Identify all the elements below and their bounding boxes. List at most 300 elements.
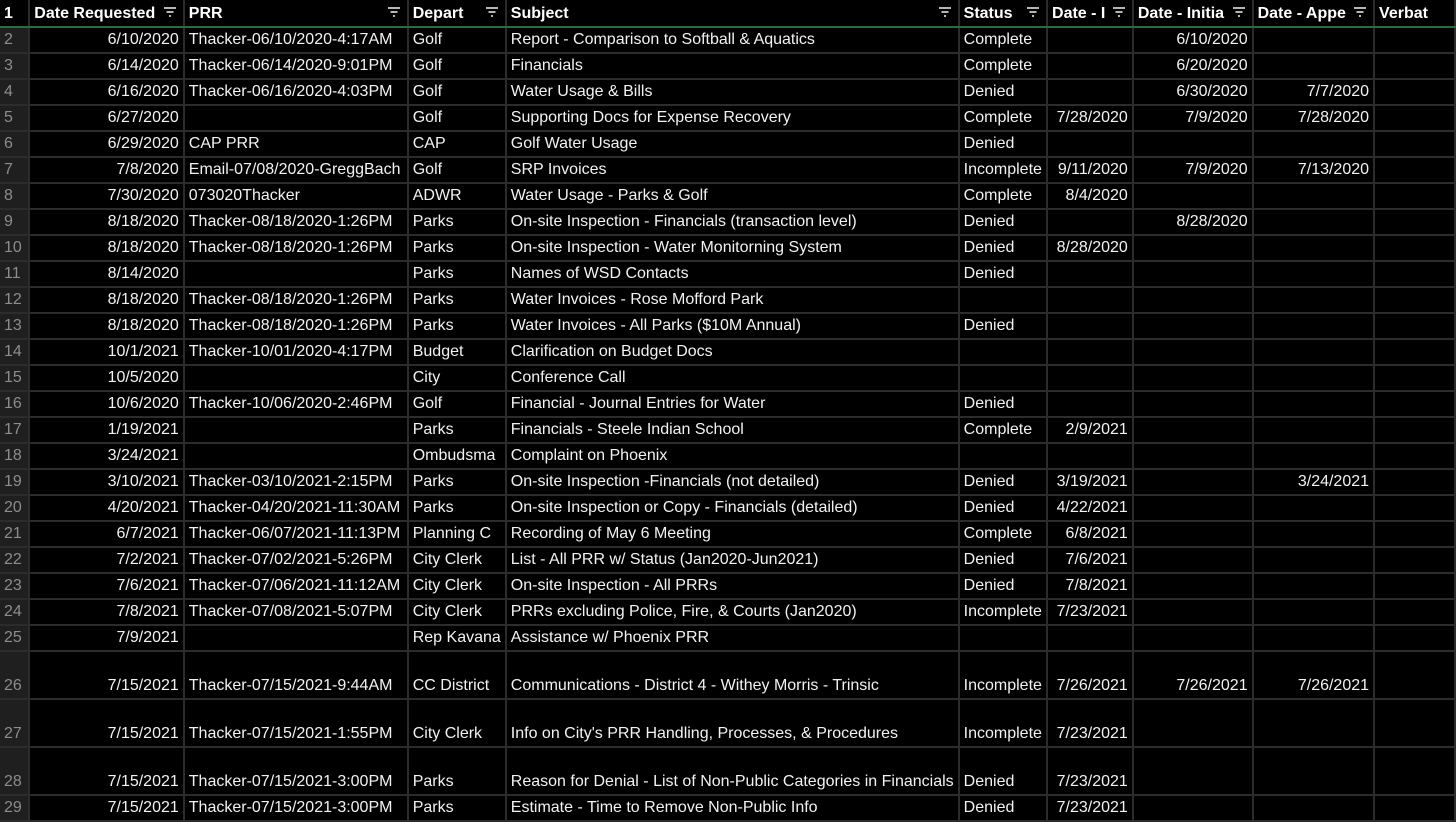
row-number[interactable]: 29 [0,795,29,821]
date-requested-cell[interactable]: 7/15/2021 [29,651,183,699]
department-cell[interactable]: Parks [408,495,506,521]
department-cell[interactable]: City Clerk [408,699,506,747]
status-cell[interactable]: Denied [959,795,1047,821]
verbatim-cell[interactable] [1374,443,1455,469]
date-i-cell[interactable]: 4/22/2021 [1047,495,1133,521]
filter-icon[interactable] [1232,5,1246,19]
subject-cell[interactable]: Golf Water Usage [506,131,959,157]
date-i-cell[interactable]: 2/9/2021 [1047,417,1133,443]
date-appeal-cell[interactable]: 7/28/2020 [1253,105,1374,131]
date-i-cell[interactable] [1047,443,1133,469]
date-initial-cell[interactable] [1133,183,1253,209]
row-number[interactable]: 26 [0,651,29,699]
prr-cell[interactable]: Thacker-07/15/2021-3:00PM [184,795,408,821]
verbatim-cell[interactable] [1374,313,1455,339]
date-initial-cell[interactable]: 8/28/2020 [1133,209,1253,235]
subject-cell[interactable]: On-site Inspection - All PRRs [506,573,959,599]
row-number[interactable]: 19 [0,469,29,495]
filter-icon[interactable] [1112,5,1126,19]
date-appeal-cell[interactable] [1253,547,1374,573]
date-i-cell[interactable] [1047,625,1133,651]
filter-icon[interactable] [163,5,177,19]
department-cell[interactable]: Golf [408,105,506,131]
filter-icon[interactable] [485,5,499,19]
date-appeal-cell[interactable]: 7/13/2020 [1253,157,1374,183]
department-cell[interactable]: ADWR [408,183,506,209]
date-appeal-cell[interactable] [1253,27,1374,53]
verbatim-cell[interactable] [1374,131,1455,157]
date-appeal-cell[interactable] [1253,365,1374,391]
column-header[interactable] [29,0,183,27]
prr-cell[interactable] [184,105,408,131]
date-appeal-cell[interactable] [1253,599,1374,625]
date-appeal-cell[interactable] [1253,625,1374,651]
date-initial-cell[interactable]: 7/26/2021 [1133,651,1253,699]
subject-cell[interactable]: Supporting Docs for Expense Recovery [506,105,959,131]
subject-cell[interactable]: Estimate - Time to Remove Non-Public Info [506,795,959,821]
row-number[interactable]: 2 [0,27,29,53]
date-i-cell[interactable]: 8/4/2020 [1047,183,1133,209]
column-header[interactable] [1047,0,1133,27]
prr-cell[interactable]: Thacker-07/15/2021-9:44AM [184,651,408,699]
verbatim-cell[interactable] [1374,105,1455,131]
subject-cell[interactable]: Water Invoices - Rose Mofford Park [506,287,959,313]
date-initial-cell[interactable] [1133,469,1253,495]
date-appeal-cell[interactable] [1253,53,1374,79]
date-appeal-cell[interactable] [1253,443,1374,469]
verbatim-cell[interactable] [1374,261,1455,287]
department-cell[interactable]: Parks [408,235,506,261]
date-requested-cell[interactable]: 6/14/2020 [29,53,183,79]
date-initial-cell[interactable] [1133,521,1253,547]
date-requested-cell[interactable]: 7/6/2021 [29,573,183,599]
date-i-cell[interactable] [1047,261,1133,287]
subject-cell[interactable]: Recording of May 6 Meeting [506,521,959,547]
department-cell[interactable]: Rep Kavana [408,625,506,651]
date-appeal-cell[interactable] [1253,495,1374,521]
verbatim-cell[interactable] [1374,27,1455,53]
department-cell[interactable]: Parks [408,313,506,339]
date-initial-cell[interactable] [1133,573,1253,599]
date-appeal-cell[interactable] [1253,573,1374,599]
row-number[interactable]: 18 [0,443,29,469]
verbatim-cell[interactable] [1374,795,1455,821]
date-requested-cell[interactable]: 10/6/2020 [29,391,183,417]
column-header[interactable] [408,0,506,27]
prr-cell[interactable]: Thacker-04/20/2021-11:30AM [184,495,408,521]
verbatim-cell[interactable] [1374,287,1455,313]
date-i-cell[interactable]: 3/19/2021 [1047,469,1133,495]
date-initial-cell[interactable] [1133,599,1253,625]
status-cell[interactable]: Denied [959,261,1047,287]
date-i-cell[interactable]: 7/23/2021 [1047,795,1133,821]
department-cell[interactable]: City Clerk [408,599,506,625]
date-requested-cell[interactable]: 6/16/2020 [29,79,183,105]
department-cell[interactable]: Golf [408,79,506,105]
date-requested-cell[interactable]: 7/8/2020 [29,157,183,183]
date-requested-cell[interactable]: 8/14/2020 [29,261,183,287]
status-cell[interactable]: Denied [959,391,1047,417]
row-number[interactable]: 17 [0,417,29,443]
column-header[interactable] [506,0,959,27]
verbatim-cell[interactable] [1374,699,1455,747]
table-row [0,495,1455,521]
prr-cell[interactable]: Thacker-10/01/2020-4:17PM [184,339,408,365]
date-requested-cell[interactable]: 4/20/2021 [29,495,183,521]
row-number[interactable]: 23 [0,573,29,599]
prr-cell[interactable]: Thacker-06/07/2021-11:13PM [184,521,408,547]
prr-cell[interactable]: Thacker-03/10/2021-2:15PM [184,469,408,495]
subject-cell[interactable]: Financials - Steele Indian School [506,417,959,443]
subject-cell[interactable]: PRRs excluding Police, Fire, & Courts (Jan2020) [506,599,959,625]
date-requested-cell[interactable]: 3/10/2021 [29,469,183,495]
date-initial-cell[interactable] [1133,131,1253,157]
row-number[interactable]: 9 [0,209,29,235]
status-cell[interactable] [959,443,1047,469]
status-cell[interactable]: Denied [959,547,1047,573]
verbatim-cell[interactable] [1374,417,1455,443]
table-row [0,79,1455,105]
status-cell[interactable] [959,287,1047,313]
verbatim-cell[interactable] [1374,521,1455,547]
date-requested-cell[interactable]: 7/15/2021 [29,747,183,795]
department-cell[interactable]: Parks [408,469,506,495]
row-number[interactable]: 3 [0,53,29,79]
row-number[interactable]: 22 [0,547,29,573]
subject-cell[interactable]: Water Invoices - All Parks ($10M Annual) [506,313,959,339]
date-requested-cell[interactable]: 10/1/2021 [29,339,183,365]
row-number[interactable]: 15 [0,365,29,391]
prr-cell[interactable]: Thacker-08/18/2020-1:26PM [184,287,408,313]
subject-cell[interactable]: On-site Inspection or Copy - Financials (detailed) [506,495,959,521]
date-initial-cell[interactable] [1133,443,1253,469]
verbatim-cell[interactable] [1374,391,1455,417]
status-cell[interactable]: Denied [959,313,1047,339]
column-header[interactable] [959,0,1047,27]
date-i-cell[interactable]: 7/6/2021 [1047,547,1133,573]
status-cell[interactable]: Denied [959,469,1047,495]
date-requested-cell[interactable]: 6/27/2020 [29,105,183,131]
date-appeal-cell[interactable] [1253,699,1374,747]
status-cell[interactable] [959,365,1047,391]
subject-cell[interactable]: Reason for Denial - List of Non-Public Categories in Financials [506,747,959,795]
prr-cell[interactable]: Thacker-07/06/2021-11:12AM [184,573,408,599]
date-i-cell[interactable] [1047,53,1133,79]
status-cell[interactable]: Denied [959,79,1047,105]
date-initial-cell[interactable]: 7/9/2020 [1133,105,1253,131]
subject-cell[interactable]: Info on City's PRR Handling, Processes, & Procedures [506,699,959,747]
prr-cell[interactable]: Thacker-07/08/2021-5:07PM [184,599,408,625]
date-appeal-cell[interactable]: 3/24/2021 [1253,469,1374,495]
prr-cell[interactable]: Thacker-07/15/2021-1:55PM [184,699,408,747]
department-cell[interactable]: CAP [408,131,506,157]
prr-cell[interactable] [184,417,408,443]
prr-cell[interactable]: Thacker-08/18/2020-1:26PM [184,235,408,261]
date-initial-cell[interactable]: 7/9/2020 [1133,157,1253,183]
date-requested-cell[interactable]: 7/2/2021 [29,547,183,573]
filter-icon[interactable] [1353,5,1367,19]
department-cell[interactable]: Parks [408,417,506,443]
prr-cell[interactable]: 073020Thacker [184,183,408,209]
date-requested-cell[interactable]: 7/8/2021 [29,599,183,625]
status-cell[interactable] [959,625,1047,651]
status-cell[interactable]: Complete [959,53,1047,79]
date-i-cell[interactable]: 7/8/2021 [1047,573,1133,599]
row-number[interactable]: 16 [0,391,29,417]
verbatim-cell[interactable] [1374,599,1455,625]
verbatim-cell[interactable] [1374,651,1455,699]
status-cell[interactable]: Complete [959,105,1047,131]
prr-cell[interactable] [184,365,408,391]
verbatim-cell[interactable] [1374,53,1455,79]
row-number[interactable]: 20 [0,495,29,521]
date-i-cell[interactable]: 7/23/2021 [1047,699,1133,747]
verbatim-cell[interactable] [1374,573,1455,599]
row-number[interactable]: 24 [0,599,29,625]
date-initial-cell[interactable] [1133,417,1253,443]
date-requested-cell[interactable]: 7/30/2020 [29,183,183,209]
date-i-cell[interactable]: 7/28/2020 [1047,105,1133,131]
date-initial-cell[interactable] [1133,699,1253,747]
date-requested-cell[interactable]: 7/15/2021 [29,699,183,747]
date-appeal-cell[interactable] [1253,313,1374,339]
date-appeal-cell[interactable]: 7/7/2020 [1253,79,1374,105]
row-number[interactable]: 8 [0,183,29,209]
prr-cell[interactable]: Thacker-08/18/2020-1:26PM [184,209,408,235]
status-cell[interactable]: Incomplete [959,699,1047,747]
date-requested-cell[interactable]: 3/24/2021 [29,443,183,469]
date-appeal-cell[interactable] [1253,521,1374,547]
verbatim-cell[interactable] [1374,157,1455,183]
date-appeal-cell[interactable] [1253,183,1374,209]
date-i-cell[interactable]: 7/23/2021 [1047,747,1133,795]
date-appeal-cell[interactable] [1253,417,1374,443]
prr-cell[interactable]: Email-07/08/2020-GreggBach [184,157,408,183]
date-i-cell[interactable] [1047,131,1133,157]
date-requested-cell[interactable]: 8/18/2020 [29,313,183,339]
row-number[interactable]: 10 [0,235,29,261]
date-i-cell[interactable] [1047,287,1133,313]
verbatim-cell[interactable] [1374,469,1455,495]
date-appeal-cell[interactable] [1253,795,1374,821]
filter-icon[interactable] [1026,5,1040,19]
date-initial-cell[interactable] [1133,287,1253,313]
date-requested-cell[interactable]: 8/18/2020 [29,235,183,261]
subject-cell[interactable]: On-site Inspection -Financials (not detailed) [506,469,959,495]
department-cell[interactable]: Parks [408,795,506,821]
column-header[interactable] [184,0,408,27]
prr-cell[interactable] [184,261,408,287]
row-number[interactable]: 28 [0,747,29,795]
status-cell[interactable]: Denied [959,209,1047,235]
date-requested-cell[interactable]: 7/15/2021 [29,795,183,821]
subject-cell[interactable]: Financials [506,53,959,79]
prr-cell[interactable]: Thacker-07/02/2021-5:26PM [184,547,408,573]
column-header[interactable] [1133,0,1253,27]
verbatim-cell[interactable] [1374,495,1455,521]
date-i-cell[interactable]: 6/8/2021 [1047,521,1133,547]
date-i-cell[interactable] [1047,79,1133,105]
date-i-cell[interactable] [1047,313,1133,339]
date-initial-cell[interactable] [1133,339,1253,365]
subject-cell[interactable]: Report - Comparison to Softball & Aquatics [506,27,959,53]
date-initial-cell[interactable] [1133,313,1253,339]
subject-cell[interactable]: On-site Inspection - Water Monitorning System [506,235,959,261]
date-initial-cell[interactable] [1133,625,1253,651]
status-cell[interactable]: Denied [959,131,1047,157]
date-initial-cell[interactable] [1133,547,1253,573]
date-requested-cell[interactable]: 8/18/2020 [29,287,183,313]
date-appeal-cell[interactable] [1253,391,1374,417]
status-cell[interactable]: Denied [959,573,1047,599]
row-number[interactable]: 12 [0,287,29,313]
status-cell[interactable]: Incomplete [959,599,1047,625]
department-cell[interactable]: Parks [408,747,506,795]
row-number[interactable]: 5 [0,105,29,131]
date-appeal-cell[interactable] [1253,747,1374,795]
filter-icon[interactable] [387,5,401,19]
department-cell[interactable]: Golf [408,27,506,53]
subject-cell[interactable]: List - All PRR w/ Status (Jan2020-Jun2021) [506,547,959,573]
department-cell[interactable]: Ombudsma [408,443,506,469]
date-i-cell[interactable] [1047,27,1133,53]
status-cell[interactable]: Complete [959,27,1047,53]
subject-cell[interactable]: SRP Invoices [506,157,959,183]
row-number[interactable]: 14 [0,339,29,365]
department-cell[interactable]: Golf [408,391,506,417]
date-i-cell[interactable]: 9/11/2020 [1047,157,1133,183]
verbatim-cell[interactable] [1374,747,1455,795]
verbatim-cell[interactable] [1374,547,1455,573]
column-header[interactable] [1253,0,1374,27]
date-i-cell[interactable]: 7/23/2021 [1047,599,1133,625]
subject-cell[interactable]: Financial - Journal Entries for Water [506,391,959,417]
date-i-cell[interactable] [1047,365,1133,391]
subject-cell[interactable]: Communications - District 4 - Withey Morris - Trinsic [506,651,959,699]
date-appeal-cell[interactable] [1253,339,1374,365]
prr-cell[interactable]: Thacker-06/16/2020-4:03PM [184,79,408,105]
date-i-cell[interactable] [1047,339,1133,365]
prr-cell[interactable] [184,443,408,469]
status-cell[interactable]: Complete [959,521,1047,547]
date-requested-cell[interactable]: 6/29/2020 [29,131,183,157]
row-number[interactable]: 6 [0,131,29,157]
date-appeal-cell[interactable] [1253,131,1374,157]
date-i-cell[interactable]: 8/28/2020 [1047,235,1133,261]
filter-icon[interactable] [938,5,952,19]
verbatim-cell[interactable] [1374,209,1455,235]
department-cell[interactable]: Budget [408,339,506,365]
status-cell[interactable]: Denied [959,747,1047,795]
date-i-cell[interactable] [1047,209,1133,235]
status-cell[interactable] [959,339,1047,365]
prr-cell[interactable]: Thacker-07/15/2021-3:00PM [184,747,408,795]
status-cell[interactable]: Incomplete [959,651,1047,699]
row-number[interactable]: 25 [0,625,29,651]
row-number[interactable]: 27 [0,699,29,747]
prr-cell[interactable] [184,625,408,651]
date-appeal-cell[interactable] [1253,261,1374,287]
department-cell[interactable]: Golf [408,53,506,79]
date-initial-cell[interactable] [1133,495,1253,521]
date-initial-cell[interactable] [1133,261,1253,287]
subject-cell[interactable]: Names of WSD Contacts [506,261,959,287]
department-cell[interactable]: Planning C [408,521,506,547]
column-header[interactable] [1374,0,1455,27]
date-appeal-cell[interactable] [1253,235,1374,261]
date-initial-cell[interactable] [1133,391,1253,417]
prr-cell[interactable]: Thacker-08/18/2020-1:26PM [184,313,408,339]
department-cell[interactable]: CC District [408,651,506,699]
row-number[interactable]: 11 [0,261,29,287]
subject-cell[interactable]: Complaint on Phoenix [506,443,959,469]
verbatim-cell[interactable] [1374,235,1455,261]
date-appeal-cell[interactable] [1253,209,1374,235]
date-initial-cell[interactable] [1133,235,1253,261]
verbatim-cell[interactable] [1374,365,1455,391]
row-number[interactable]: 21 [0,521,29,547]
department-cell[interactable]: Parks [408,209,506,235]
date-initial-cell[interactable]: 6/10/2020 [1133,27,1253,53]
department-cell[interactable]: Parks [408,287,506,313]
subject-cell[interactable]: Water Usage & Bills [506,79,959,105]
status-cell[interactable]: Denied [959,495,1047,521]
prr-cell[interactable]: Thacker-06/14/2020-9:01PM [184,53,408,79]
prr-cell[interactable]: Thacker-10/06/2020-2:46PM [184,391,408,417]
verbatim-cell[interactable] [1374,79,1455,105]
subject-cell[interactable]: Water Usage - Parks & Golf [506,183,959,209]
department-cell[interactable]: Golf [408,157,506,183]
verbatim-cell[interactable] [1374,625,1455,651]
subject-cell[interactable]: Assistance w/ Phoenix PRR [506,625,959,651]
subject-cell[interactable]: Clarification on Budget Docs [506,339,959,365]
date-requested-cell[interactable]: 7/9/2021 [29,625,183,651]
prr-cell[interactable]: CAP PRR [184,131,408,157]
subject-cell[interactable]: On-site Inspection - Financials (transaction level) [506,209,959,235]
date-initial-cell[interactable] [1133,365,1253,391]
date-appeal-cell[interactable] [1253,287,1374,313]
status-cell[interactable]: Incomplete [959,157,1047,183]
verbatim-cell[interactable] [1374,183,1455,209]
date-requested-cell[interactable]: 8/18/2020 [29,209,183,235]
date-requested-cell[interactable]: 1/19/2021 [29,417,183,443]
status-cell[interactable]: Complete [959,183,1047,209]
row-number[interactable]: 7 [0,157,29,183]
date-initial-cell[interactable]: 6/30/2020 [1133,79,1253,105]
status-cell[interactable]: Complete [959,417,1047,443]
department-cell[interactable]: City Clerk [408,547,506,573]
date-requested-cell[interactable]: 6/7/2021 [29,521,183,547]
prr-cell[interactable]: Thacker-06/10/2020-4:17AM [184,27,408,53]
date-i-cell[interactable]: 7/26/2021 [1047,651,1133,699]
department-cell[interactable]: City Clerk [408,573,506,599]
date-initial-cell[interactable] [1133,795,1253,821]
row-number[interactable]: 1 [0,0,29,27]
date-initial-cell[interactable] [1133,747,1253,795]
date-appeal-cell[interactable]: 7/26/2021 [1253,651,1374,699]
date-initial-cell[interactable]: 6/20/2020 [1133,53,1253,79]
date-requested-cell[interactable]: 10/5/2020 [29,365,183,391]
row-number[interactable]: 13 [0,313,29,339]
verbatim-cell[interactable] [1374,339,1455,365]
date-i-cell[interactable] [1047,391,1133,417]
row-number[interactable]: 4 [0,79,29,105]
department-cell[interactable]: City [408,365,506,391]
status-cell[interactable]: Denied [959,235,1047,261]
department-cell[interactable]: Parks [408,261,506,287]
date-requested-cell[interactable]: 6/10/2020 [29,27,183,53]
subject-cell[interactable]: Conference Call [506,365,959,391]
